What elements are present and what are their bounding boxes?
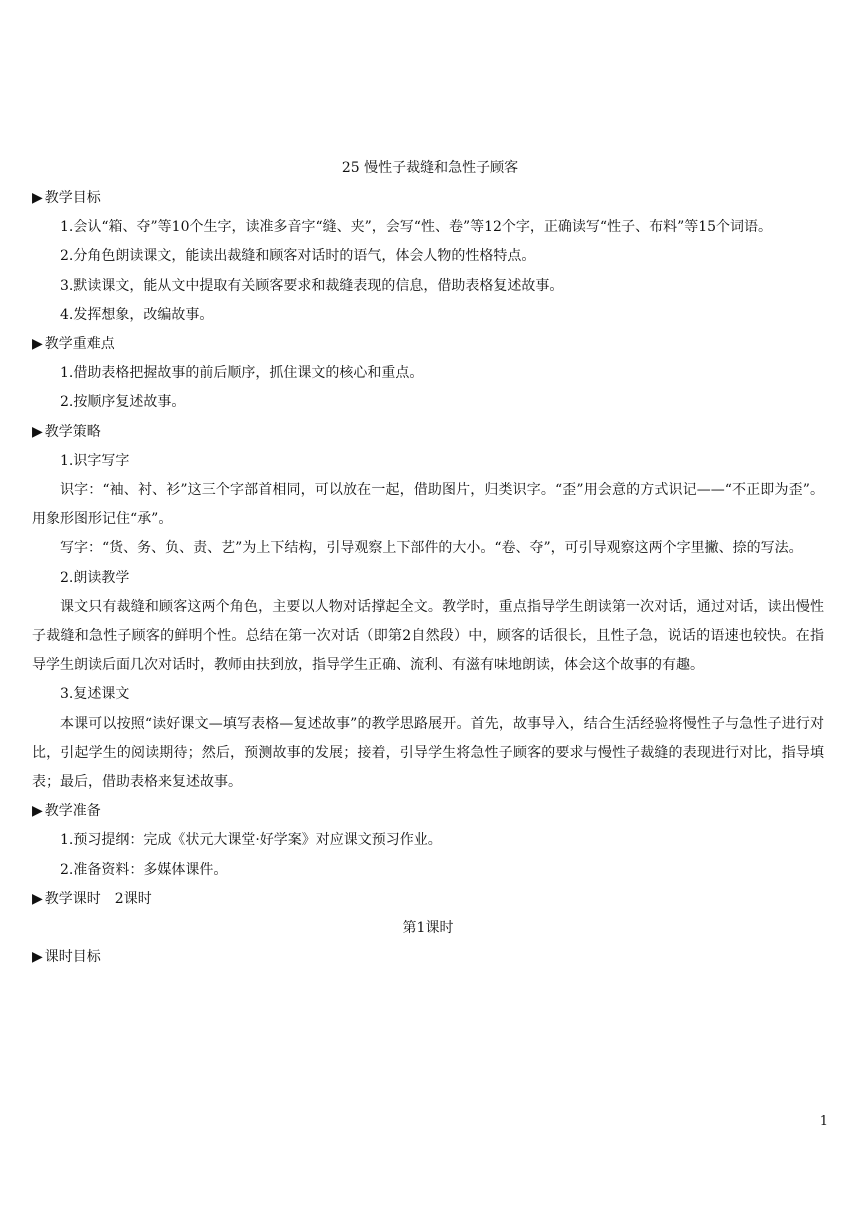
section-heading-preparation: ▶ 教学准备 [32, 803, 101, 820]
hours-value: 2课时 [114, 890, 152, 907]
triangle-bullet-icon: ▶ [32, 190, 43, 206]
goal-item: 1.会认“箱、夺”等10个生字，读准多音字“缝、夹”，会写“性、卷”等12个字，正确读写“性子、布料”等15个词语。 [60, 219, 773, 236]
section-heading-goals: ▶ 教学目标 [32, 190, 101, 206]
triangle-bullet-icon: ▶ [32, 890, 43, 907]
goal-item: 2.分角色朗读课文，能读出裁缝和顾客对话时的语气，体会人物的性格特点。 [60, 248, 536, 265]
triangle-bullet-icon: ▶ [32, 423, 43, 440]
strategy-paragraph: 本课可以按照“读好课文—填写表格—复述故事”的教学思路展开。首先，故事导入，结合生活经验将慢性子与急性子进行对比，引起学生的阅读期待；然后，预测故事的发展；接着，引导学生将急性子顾客的要求与慢性子裁缝的表现进行对比，指导填表；最后，借助表格来复述故事。 [32, 715, 824, 791]
document-title: 25 慢性子裁缝和急性子顾客 [341, 160, 519, 176]
strategy-subtitle: 3.复述课文 [60, 686, 130, 703]
triangle-bullet-icon: ▶ [32, 336, 43, 353]
key-point-item: 2.按顺序复述故事。 [60, 394, 186, 411]
preparation-item: 2.准备资料：多媒体课件。 [60, 861, 228, 878]
goal-item: 4.发挥想象，改编故事。 [60, 306, 214, 323]
lesson-title: 第1课时 [402, 920, 454, 937]
section-heading-strategy: ▶ 教学策略 [32, 423, 101, 440]
strategy-paragraph: 课文只有裁缝和顾客这两个角色，主要以人物对话撑起全文。教学时，重点指导学生朗读第一次对话，通过对话，读出慢性子裁缝和急性子顾客的鲜明个性。总结在第一次对话（即第2自然段）中，顾客的话很长，且性子急，说话的语速也较快。在指导学生朗读后面几次对话时，教师由扶到放，指导学生正确、流利、有滋有味地朗读，体会这个故事的有趣。 [32, 598, 824, 674]
key-point-item: 1.借助表格把握故事的前后顺序，抓住课文的核心和重点。 [60, 365, 424, 382]
triangle-bullet-icon: ▶ [32, 949, 43, 966]
section-heading-key-points: ▶ 教学重难点 [32, 336, 115, 353]
preparation-item: 1.预习提纲：完成《状元大课堂·好学案》对应课文预习作业。 [60, 832, 442, 849]
section-heading-hours: ▶ 教学课时 2课时 [32, 890, 152, 907]
page-number: 1 [819, 1114, 828, 1129]
goal-item: 3.默读课文，能从文中提取有关顾客要求和裁缝表现的信息，借助表格复述故事。 [60, 277, 564, 294]
strategy-paragraph: 写字：“货、务、负、责、艺”为上下结构，引导观察上下部件的大小。“卷、夺”，可引导观察这两个字里撇、捺的写法。 [60, 540, 803, 557]
document-body [32, 184, 824, 972]
strategy-paragraph: 识字：“袖、衬、衫”这三个字部首相同，可以放在一起，借助图片，归类识字。“歪”用会意的方式识记——“不正即为歪”。用象形图形记住“承”。 [32, 482, 824, 528]
strategy-subtitle: 1.识字写字 [60, 452, 130, 469]
strategy-subtitle: 2.朗读教学 [60, 569, 130, 586]
section-heading-lesson-goals: ▶ 课时目标 [32, 949, 101, 966]
triangle-bullet-icon: ▶ [32, 803, 43, 820]
